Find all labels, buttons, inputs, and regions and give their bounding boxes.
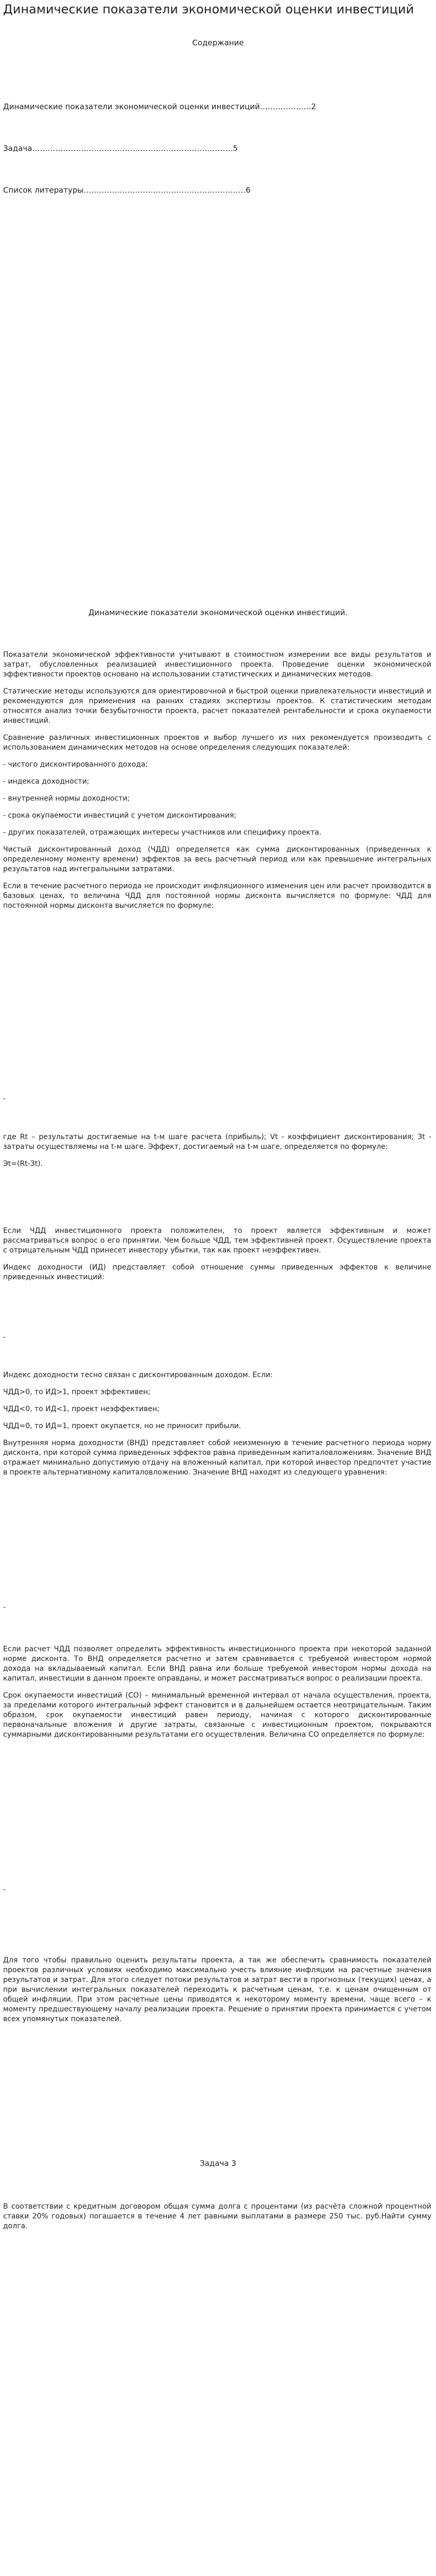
paragraph: Чистый дисконтированный доход (ЧДД) определяется как сумма дисконтированных (приведенных к определенному моменту времени) эффектов за весь расчетный период или как превышение интегральных результатов над интегральными затратами. [3,845,431,873]
paragraph: Если ЧДД инвестиционного проекта положителен, то проект является эффективным и может рассматриваться вопрос о его принятии. Чем больше ЧДД, тем эффективней проект. Осуществление проекта с отрицательным ЧДД принесет инвестору убытки, так как проект неэффективен. [3,1227,431,1255]
formula-placeholder: - [3,1333,6,1342]
section-body-1 [3,650,431,918]
paragraph: где Rt – результаты достигаемые на t-м шаге расчета (прибыль); Vt - коэффициент дисконтирования; Зt - затраты осуществляемы на t-м шаге. Эффект, достигаемый на t-м шаге, определяется по формуле: [3,1133,431,1151]
section-body-5 [3,1645,431,1747]
paragraph: В соответствии с кредитным договором общая сумма долга с процентами (из расчёта сложной процентной ставки 20% годовых) погашается в течение 4 лет равными выплатами в размере 250 тыс. руб.Найти сумму долга. [3,2202,431,2230]
paragraph: Сравнение различных инвестиционных проектов и выбор лучшего из них рекомендуется производить с использованием динамических методов на основе определения следующих показателей: [3,734,431,752]
list-item: - индекса доходности; [3,777,90,786]
paragraph: Статические методы используются для ориентировочной и быстрой оценки привлекательности инвестиций и рекомендуются для применения на ранних стадиях экспертизы проектов. К статистическим методам относятся анализ точки безубыточности проекта, расчет показателей рентабельности и срока окупаемости инвестиций. [3,687,431,725]
toc-heading: Содержание [192,38,244,47]
paragraph: Индекс доходности тесно связан с дисконтированным доходом. Если: [3,1371,273,1379]
table-of-contents [3,78,316,215]
list-item: ЧДД=0, то ИД=1, проект окупается, но не приносит прибыли. [3,1422,241,1430]
section-body-2 [3,1132,431,1176]
paragraph: Показатели экономической эффективности учитывают в стоимостном измерении все виды результатов и затрат, обусловленных реализацией инвестиционного проекта. Проведение оценки экономической эффективности проектов основано на использовании статистических и динамических методов. [3,651,431,679]
paragraph: Эt=(Rt-Зt). [3,1160,43,1168]
task-text [3,2202,431,2239]
formula-placeholder: - [3,1095,6,1103]
paragraph: Для того чтобы правильно оценить результаты проекта, а так же обеспечить сравнимость показателей проектов различных условиях необходимо максимально учесть влияние инфляции на расчетные значения результатов и затрат. Для этого следует потоки результатов и затрат вести в прогнозных (текущих) ценах, а при вычислении интегральных показателей переходить к расчетным ценам, т.е. к ценам очищенным от общей инфляции. При этом расчетные цены приводятся к некоторому моменту времени, чаще всего – к моменту предшествующему началу реализации проекта. Решение о принятии проекта принимается с учетом всех упомянутых показателей. [3,1956,431,2023]
formula-placeholder: - [3,1603,6,1612]
list-item: - чистого дисконтированного дохода; [3,760,148,769]
list-item: - внутренней нормы доходности; [3,794,130,803]
toc-item: Список литературы………………………………………………………6 [3,185,251,195]
section-heading: Динамические показатели экономической оценки инвестиций. [88,608,348,617]
section-body-3 [3,1226,431,1290]
paragraph: Если расчет ЧДД позволяет определить эффективность инвестиционного проекта при некоторой заданной норме дисконта. То ВНД определяется расчетно и затем сравнивается с требуемой инвестором нормой дохода на вкладываемый капитал. Если ВНД равна или больше требуемой инвестором нормы дохода на капитал, инвестиции в данном проекте оправданы, и может рассматриваться вопрос о реализации проекта. [3,1645,431,1683]
list-item: - срока окупаемости инвестиций с учетом дисконтирования; [3,811,237,820]
section-body-6 [3,1956,431,2031]
paragraph: Индекс доходности (ИД) представляет собой отношение суммы приведенных эффектов к величине приведенных инвестиций: [3,1263,431,1281]
toc-item: Динамические показатели экономической оценки инвестиций……………..…2 [3,102,316,111]
document-title: Динамические показатели экономической оценки инвестиций [3,2,414,16]
list-item: ЧДД>0, то ИД>1, проект эффективен; [3,1388,151,1396]
task-heading: Задача 3 [200,2159,236,2168]
list-item: ЧДД<0, то ИД<1, проект неэффективен; [3,1405,160,1413]
paragraph: Срок окупаемости инвестиций (СО) – минимальный временной интервал от начала осуществления, проекта, за пределами которого интегральный эффект становится и в дальнейшем остается неотрицательным. Таким образом, срок окупаемости инвестиций равен периоду, начиная с которого дисконтированные первоначальные вложения и другие затраты, связанные с инвестиционным проектом, покрываются суммарными дисконтированными результатами его осуществления. Величина СО определяется по формуле: [3,1691,431,1739]
list-item: - других показателей, отражающих интересы участников или специфику проекта. [3,828,322,837]
formula-placeholder: - [3,1886,6,1894]
paragraph: Внутренняя норма доходности (ВНД) представляет собой неизменную в течение расчетного периода норму дисконта, при которой сумма приведенных эффектов равна приведенным капиталовложениям. Значение ВНД отражает минимально допустимую отдачу на вложенный капитал, при которой инвестор предпочтет участие в проекте альтернативному капиталовложению. Значение ВНД находят из следующего уравнения: [3,1439,431,1477]
paragraph: Если в течение расчетного периода не происходит инфляционного изменения цен или расчет производится в базовых ценах, то величина ЧДД для постоянной нормы дисконта вычисляется по формуле: ЧДД для постоянной нормы дисконта вычисляется по формуле: [3,882,431,910]
section-body-4 [3,1370,431,1485]
toc-item: Задача……………………………………………………………………5 [3,144,238,153]
